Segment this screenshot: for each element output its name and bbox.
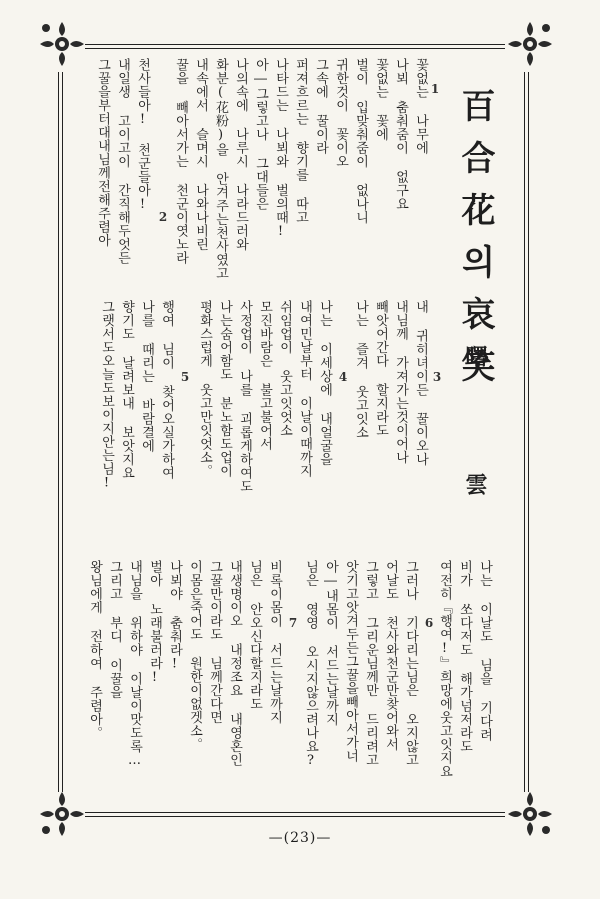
stanza-number-6: 6 (422, 616, 436, 630)
frame-bottom-line (85, 812, 505, 813)
stanza-7-line-6: 나뵈야 춤춰라! (167, 560, 182, 672)
stanza-2b-line-2: 내일생 고이고이 간직해두엇든 (115, 58, 130, 265)
stanza-4-line-2: 내여민날부터 이날이때까지 (297, 300, 312, 478)
frame-bottom-line-inner (85, 816, 505, 817)
stanza-1-line-4: 벌이 입맞춰줌이 없나니 (353, 58, 368, 224)
stanza-6-line-6: 그렇고 그리운님께만 드리려고 (363, 560, 378, 767)
stanza-2-line-6: 내속에서 슬며시 나와나비린 (193, 58, 208, 251)
stanza-6-line-7: 앗기고앗겨두든그꿀을빼아서가너 (343, 560, 358, 763)
stanza-2-line-2: 나타드는 나뵈와 벌의때! (273, 58, 288, 240)
stanza-1-line-2: 나뵈 춤춰줌이 없구요 (393, 58, 408, 211)
stanza-2b-line-1: 천사들아! 천군들아! (135, 58, 150, 213)
frame-top-line (85, 44, 505, 45)
stanza-2-line-7: 꿀을 빼아서가는 천군이엿노라 (173, 58, 188, 265)
stanza-4-line-3: 쉬임업이 웃고잇엇소 (277, 300, 292, 437)
stanza-7-line-9: 그리고 부디 이꿀을 (107, 560, 122, 699)
stanza-number-4: 4 (336, 370, 350, 384)
stanza-7-line-4: 그꿀만이라도 님께간다면 (207, 560, 222, 724)
frame-left-line (58, 72, 59, 792)
corner-ornament-top-right-icon (506, 20, 554, 68)
frame-right-line (524, 72, 525, 792)
stanza-2-line-1: 퍼져흐르는 향기를 따고 (293, 58, 308, 224)
stanza-3-line-4: 나는 즐겨 웃고잇소 (353, 300, 368, 439)
stanza-4-line-6: 나는숨어함도 분노함도업이 (217, 300, 232, 478)
stanza-1-line-6: 그속에 꿀이라 (313, 58, 328, 155)
stanza-5-line-1: 행여 님이 찾어오실가하여 (159, 300, 174, 480)
stanza-2b-line-3: 그꿀을부터대내님께전해주렴아 (95, 58, 110, 247)
poem-title: 百合花의哀笑 (455, 88, 495, 400)
stanza-6-line-5: 어날도 천사와천군만찾어와서 (383, 560, 398, 751)
poem-author: 曙 雲 (462, 345, 488, 535)
frame-left-line-inner (62, 72, 63, 792)
stanza-7-line-10: 왕님에게 전하여 주렴아。 (87, 560, 102, 740)
stanza-number-2: 2 (156, 210, 170, 224)
stanza-7-line-2: 님은 안오신다할지라도 (247, 560, 262, 711)
stanza-3-line-2: 내님께 가져가는것이어나 (393, 300, 408, 464)
stanza-2-line-4: 나의속에 나루시 나라드러와 (233, 58, 248, 251)
stanza-4-line-4: 모진바람은 불고불어서 (257, 300, 272, 451)
stanza-3-line-1: 내 귀히녀이든 꿀이오나 (413, 300, 428, 466)
stanza-3-line-3: 빼앗어간다 할지라도 (373, 300, 388, 437)
stanza-4-line-7: 평화스럽게 웃고만잇엇소。 (197, 300, 212, 478)
stanza-number-5: 5 (178, 370, 192, 384)
stanza-number-3: 3 (430, 370, 444, 384)
stanza-1-line-5: 귀한것이 꽃이오 (333, 58, 348, 168)
stanza-6-line-8: 아―내몸이 서드는날까지 (323, 560, 338, 726)
stanza-1-line-1: 꽃없는 나무에 (413, 58, 428, 155)
stanza-6-line-4: 그러나 기다리는님은 오지않고 (403, 560, 418, 767)
stanza-6-line-2: 비가 쏘다저도 해가넘저라도 (457, 560, 472, 753)
stanza-7-line-7: 벌아 노래불러라! (147, 560, 162, 686)
stanza-7-line-3: 내생명이오 내정조요 내영혼인 (227, 560, 242, 767)
frame-top-line-inner (85, 48, 505, 49)
frame-right-line-inner (528, 72, 529, 792)
stanza-7-line-5: 이몸은죽어도 원한이없겟소。 (187, 560, 202, 751)
stanza-number-1: 1 (428, 82, 442, 96)
stanza-4-line-1: 나는 이세상에 내얼굴을 (317, 300, 332, 466)
stanza-number-7: 7 (286, 616, 300, 630)
stanza-6-line-1: 나는 이날도 님을 기다려 (477, 560, 492, 742)
stanza-6-line-9: 님은 영영 오시지않으려나요? (303, 560, 318, 769)
stanza-1-line-3: 꽃없는 꽃에 (373, 58, 388, 141)
stanza-7-line-8: 내님을 위하야 이날이맛도록… (127, 560, 142, 769)
stanza-2-line-3: 아―그렇고나 그대들은 (253, 58, 268, 211)
stanza-5-line-2: 나를 때리는 바람결에 (139, 300, 154, 453)
page-number: —(23)— (268, 830, 332, 846)
stanza-6-line-3: 여전히『행여!』희망에웃고잇지요 (437, 560, 452, 778)
stanza-5-line-3: 향기도 날려보내 보앗지요 (119, 300, 134, 480)
stanza-5-line-4: 그랫서도오늘도보이지안는님! (99, 300, 114, 491)
corner-ornament-top-left-icon (38, 20, 86, 68)
stanza-2-line-5: 화분(花粉)을 안겨주는천사였고 (213, 58, 228, 280)
stanza-4-line-5: 사정업이 나를 괴롭게하여도 (237, 300, 252, 493)
stanza-7-line-1: 비록이몸이 서드는날까지 (267, 560, 282, 724)
